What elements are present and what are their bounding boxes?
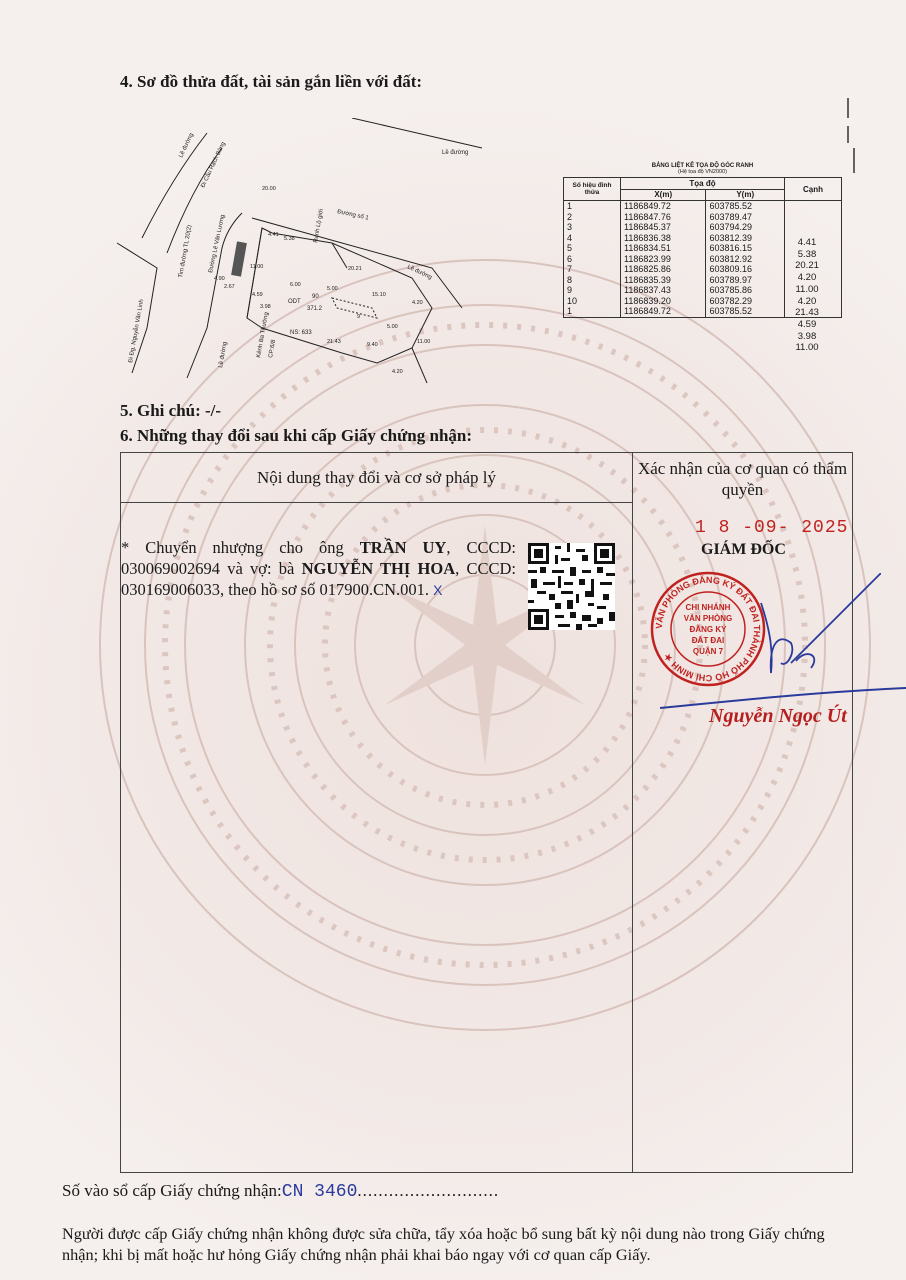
cell-point: 4 bbox=[564, 233, 621, 244]
cell-x: 1186849.72 bbox=[621, 201, 706, 212]
edge-value: 21.43 bbox=[795, 307, 819, 319]
map-dim: 15.10 bbox=[372, 292, 386, 298]
map-label-ns: NS: 633 bbox=[290, 330, 312, 336]
table-row bbox=[564, 222, 842, 233]
col-coord: Tọa độ bbox=[621, 178, 785, 190]
confirmation-date: 1 8 -09- 2025 bbox=[695, 518, 849, 538]
cell-x: 1186823.99 bbox=[621, 254, 706, 265]
map-dim: 11.00 bbox=[250, 264, 264, 270]
cell-x: 1186847.76 bbox=[621, 212, 706, 223]
map-dim: 6.00 bbox=[290, 282, 301, 288]
col-content-header: Nội dung thay đổi và cơ sở pháp lý bbox=[257, 467, 496, 487]
edge-value: 3.98 bbox=[797, 330, 817, 342]
cell-x: 1186845.37 bbox=[621, 222, 706, 233]
col-x: X(m) bbox=[621, 189, 706, 201]
cell-point: 1 bbox=[564, 306, 621, 317]
map-dim: 9 bbox=[357, 314, 361, 320]
changes-table bbox=[120, 452, 853, 1173]
map-label-ranh-lo-gioi: Ranh Lộ giới bbox=[313, 208, 325, 244]
director-title: GIÁM ĐỐC bbox=[701, 541, 786, 558]
entry-text: , CCCD: 030169006033, theo hồ sơ số 017900.CN.001. bbox=[121, 559, 516, 599]
cell-x: 1186839.20 bbox=[621, 296, 706, 307]
map-label-cau-rach-bang: Đi Cầu Rạch Bàng bbox=[200, 141, 227, 189]
cell-y: 603816.15 bbox=[706, 243, 785, 254]
map-label-odt: ODT bbox=[288, 299, 301, 305]
map-dim: 2.67 bbox=[224, 284, 235, 290]
map-label-parcel-no: 90 bbox=[312, 294, 319, 300]
seal-line: VĂN PHÒNG bbox=[683, 614, 733, 623]
coordinate-table-subtitle: (Hệ tọa độ VN2000) bbox=[678, 169, 727, 175]
col-confirm-header: Xác nhận của cơ quan có thẩm quyền bbox=[637, 459, 848, 499]
map-dim: 20.21 bbox=[348, 266, 362, 272]
cell-point: 6 bbox=[564, 254, 621, 265]
map-dim: 4.20 bbox=[412, 300, 423, 306]
edge-lengths bbox=[787, 237, 827, 354]
cell-x: 1186836.38 bbox=[621, 233, 706, 244]
seal-ring-text: VĂN PHÒNG ĐĂNG KÝ ĐẤT ĐAI THÀNH PHỐ HỒ CHÍ MINH ★ bbox=[653, 574, 763, 684]
table-row bbox=[564, 201, 842, 212]
map-label-tim-duong: Tim đường TL 20(2) bbox=[178, 224, 194, 279]
map-label-duong-so-1: Đường số 1 bbox=[336, 209, 370, 222]
col-y: Y(m) bbox=[706, 189, 785, 201]
map-label-le-van-luong: Đường Lê Văn Lương bbox=[208, 214, 227, 274]
section-5-title: 5. Ghi chú: -/- bbox=[120, 401, 222, 420]
edge-value: 4.20 bbox=[797, 295, 817, 307]
qr-code bbox=[528, 543, 615, 630]
cell-y: 603812.92 bbox=[706, 254, 785, 265]
map-dim: 5.00 bbox=[327, 286, 338, 292]
cell-x: 1186849.72 bbox=[621, 306, 706, 317]
map-dim: 4.20 bbox=[392, 369, 403, 375]
registry-number: CN 3460 bbox=[281, 1182, 358, 1202]
edge-value: 5.38 bbox=[797, 248, 817, 260]
section-4-title: 4. Sơ đồ thửa đất, tài sản gắn liền với đất: bbox=[120, 72, 423, 91]
map-dim: 4.41 bbox=[268, 232, 279, 238]
registry-line: Số vào sổ cấp Giấy chứng nhận:CN 3460........................... bbox=[62, 1181, 500, 1202]
cell-point: 9 bbox=[564, 285, 621, 296]
map-label-kenh: Kênh Ba Thường bbox=[256, 311, 270, 359]
cell-point: 8 bbox=[564, 275, 621, 286]
cell-x: 1186837.43 bbox=[621, 285, 706, 296]
edge-value: 4.41 bbox=[797, 237, 817, 248]
cell-y: 603785.52 bbox=[706, 306, 785, 317]
buyer-1: TRẦN UY bbox=[359, 538, 447, 557]
map-label-le-duong-top: Lề đường bbox=[442, 150, 469, 156]
edge-value: 4.20 bbox=[797, 272, 817, 284]
map-dim: 3.98 bbox=[260, 304, 271, 310]
coordinate-table-title: BẢNG LIỆT KÊ TỌA ĐỘ GÓC RANH bbox=[651, 163, 754, 169]
map-dim: 5.38 bbox=[284, 236, 295, 242]
registry-label: Số vào sổ cấp Giấy chứng nhận: bbox=[62, 1181, 282, 1200]
cell-y: 603782.29 bbox=[706, 296, 785, 307]
seal-line: CHI NHÁNH bbox=[685, 603, 731, 612]
footer-notice: Người được cấp Giấy chứng nhận không được sửa chữa, tẩy xóa hoặc bổ sung bất kỳ nội dung nào trong Giấy chứng nhận; khi bị mất hoặc hư hỏng Giấy chứng nhận phải khai báo ngay với cơ quan cấp Giấy. bbox=[62, 1224, 825, 1264]
map-label-area: 371.2 bbox=[307, 306, 323, 312]
initial-mark: X bbox=[433, 582, 443, 598]
map-dim: 4.59 bbox=[252, 292, 263, 298]
map-label-le-duong-bottom: Lề đường bbox=[218, 341, 229, 369]
cell-y: 603789.47 bbox=[706, 212, 785, 223]
cell-point: 5 bbox=[564, 243, 621, 254]
col-point: Số hiệu đỉnh thửa bbox=[564, 178, 621, 201]
cell-point: 3 bbox=[564, 222, 621, 233]
table-row bbox=[564, 212, 842, 223]
pen-stroke bbox=[660, 680, 906, 710]
edge-value: 20.21 bbox=[795, 260, 819, 272]
official-seal bbox=[649, 570, 767, 688]
cell-y: 603785.86 bbox=[706, 285, 785, 296]
cell-x: 1186834.51 bbox=[621, 243, 706, 254]
seal-line: ĐĂNG KÝ bbox=[689, 625, 727, 634]
cell-y: 603794.29 bbox=[706, 222, 785, 233]
map-label-le-duong-right: Lề đường bbox=[406, 264, 433, 281]
edge-value: 11.00 bbox=[795, 342, 819, 354]
cell-y: 603809.16 bbox=[706, 264, 785, 275]
entry-text: , CCCD: 030069002694 và vợ: bà bbox=[121, 538, 516, 578]
signer-name: Nguyễn Ngọc Út bbox=[709, 705, 847, 727]
map-dim: 5.00 bbox=[387, 324, 398, 330]
buyer-2: NGUYỄN THỊ HOA bbox=[301, 559, 456, 578]
change-entry bbox=[121, 537, 516, 601]
map-label-nguyen-van-linh: Đi Đg. Nguyễn Văn Linh bbox=[128, 298, 146, 364]
cell-point: 7 bbox=[564, 264, 621, 275]
seal-line: ĐẤT ĐAI bbox=[691, 636, 725, 645]
seal-line: QUẬN 7 bbox=[692, 647, 724, 656]
map-dim: 21.43 bbox=[327, 339, 341, 345]
edge-value: 4.59 bbox=[797, 318, 817, 330]
cell-point: 1 bbox=[564, 201, 621, 212]
entry-text: * Chuyển nhượng cho ông bbox=[121, 538, 360, 557]
map-dim: 20.00 bbox=[262, 186, 276, 192]
col-edge: Cạnh bbox=[785, 178, 842, 201]
cell-y: 603812.39 bbox=[706, 233, 785, 244]
cell-x: 1186835.39 bbox=[621, 275, 706, 286]
cell-point: 2 bbox=[564, 212, 621, 223]
map-dim: 4.90 bbox=[214, 276, 225, 282]
map-label-cp: CP:6/8 bbox=[268, 339, 278, 359]
cell-x: 1186825.86 bbox=[621, 264, 706, 275]
edge-value: 11.00 bbox=[795, 283, 819, 295]
map-label-le-duong-left: Lề đường bbox=[178, 132, 195, 159]
cell-point: 10 bbox=[564, 296, 621, 307]
paperclip-marks bbox=[845, 98, 857, 178]
map-dim: 11.00 bbox=[417, 339, 431, 345]
section-6-title: 6. Những thay đổi sau khi cấp Giấy chứng nhận: bbox=[120, 426, 473, 445]
map-dim: 9.40 bbox=[367, 342, 378, 348]
land-plot-map bbox=[112, 118, 562, 403]
cell-y: 603785.52 bbox=[706, 201, 785, 212]
cell-y: 603789.97 bbox=[706, 275, 785, 286]
